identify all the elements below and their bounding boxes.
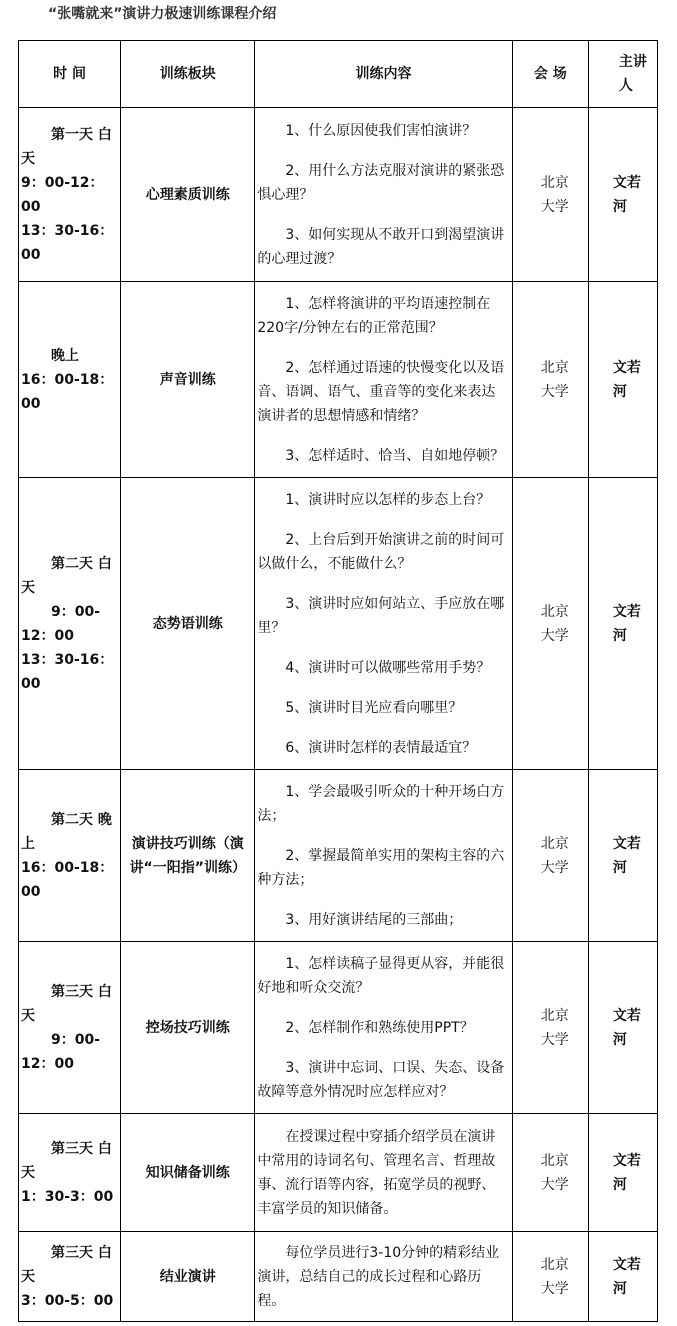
time-cell (19, 478, 121, 770)
content-item: 每位学员进行3-10分钟的精彩结业演讲，总结自己的成长过程和心路历程。 (257, 1244, 500, 1309)
module-cell: 控场技巧训练 (121, 942, 255, 1114)
speaker-cell: 文若河 (588, 282, 657, 478)
table-row (19, 942, 658, 1114)
time-slot: 13：30-16：00 (21, 651, 114, 692)
time-day: 第二天 晚上 (21, 811, 112, 852)
content-item: 1、怎样将演讲的平均语速控制在220字/分钟左右的正常范围？ (257, 295, 491, 336)
time-day: 晚上 (51, 347, 79, 364)
table-row (19, 1232, 658, 1322)
header-venue: 会 场 (512, 41, 588, 108)
content-item: 3、如何实现从不敢开口到渴望演讲的心理过渡？ (257, 226, 505, 267)
header-speaker (588, 41, 657, 108)
module-cell: 结业演讲 (121, 1232, 255, 1322)
content-cell (255, 1232, 512, 1322)
content-item: 在授课过程中穿插介绍学员在演讲中常用的诗词名句、管理名言、哲理故事、流行语等内容，拓宽学员的视野、丰富学员的知识储备。 (257, 1128, 496, 1217)
module-cell: 态势语训练 (121, 478, 255, 770)
venue-cell: 北京大学 (512, 1232, 588, 1322)
time-slot: 16：00-18：00 (21, 859, 114, 900)
time-slot: 9：00-12：00 (21, 174, 104, 215)
content-item: 4、演讲时可以做哪些常用手势？ (285, 659, 491, 676)
content-cell (255, 282, 512, 478)
table-row (19, 108, 658, 282)
speaker-cell: 文若河 (588, 478, 657, 770)
module-cell: 声音训练 (121, 282, 255, 478)
table-row (19, 770, 658, 942)
table-row (19, 282, 658, 478)
time-slot: 9：00-12：00 (21, 1031, 101, 1072)
header-time: 时 间 (19, 41, 121, 108)
venue-cell: 北京大学 (512, 942, 588, 1114)
time-day: 第三天 白天 (21, 983, 112, 1024)
time-day: 第一天 白天 (21, 126, 112, 167)
venue-cell: 北京大学 (512, 108, 588, 282)
speaker-cell: 文若河 (588, 1232, 657, 1322)
time-slot: 13：30-16：00 (21, 222, 114, 263)
content-item: 2、上台后到开始演讲之前的时间可以做什么，不能做什么？ (257, 531, 505, 572)
venue-cell: 北京大学 (512, 478, 588, 770)
module-cell: 演讲技巧训练（演讲“一阳指”训练） (121, 770, 255, 942)
content-item: 3、怎样适时、恰当、自如地停顿？ (285, 447, 505, 464)
content-item: 1、演讲时应以怎样的步态上台？ (285, 491, 491, 508)
header-module: 训练板块 (121, 41, 255, 108)
speaker-cell: 文若河 (588, 1114, 657, 1232)
content-item: 1、学会最吸引听众的十种开场白方法； (257, 783, 505, 824)
page-title: “张嘴就来”演讲力极速训练课程介绍 (48, 6, 277, 22)
time-day: 第三天 白天 (21, 1140, 112, 1181)
header-content: 训练内容 (255, 41, 512, 108)
course-table (18, 40, 658, 1322)
content-item: 1、什么原因使我们害怕演讲？ (285, 122, 477, 139)
content-cell (255, 478, 512, 770)
venue-cell: 北京大学 (512, 770, 588, 942)
content-item: 2、怎样通过语速的快慢变化以及语音、语调、语气、重音等的变化来表达演讲者的思想情感和情绪？ (257, 359, 505, 424)
time-slot: 1：30-3：00 (21, 1188, 114, 1205)
content-cell (255, 108, 512, 282)
module-cell: 心理素质训练 (121, 108, 255, 282)
speaker-cell: 文若河 (588, 942, 657, 1114)
time-cell (19, 1114, 121, 1232)
table-row (19, 1114, 658, 1232)
content-item: 5、演讲时目光应看向哪里？ (285, 699, 463, 716)
time-cell (19, 108, 121, 282)
table-row (19, 478, 658, 770)
time-slot: 3：00-5：00 (21, 1292, 114, 1309)
speaker-cell: 文若河 (588, 770, 657, 942)
time-slot: 9：00-12：00 (21, 603, 101, 644)
venue-cell: 北京大学 (512, 1114, 588, 1232)
header-speaker-line1: 主讲 (618, 54, 647, 70)
content-item: 3、演讲时应如何站立、手应放在哪里？ (257, 595, 505, 636)
time-cell (19, 1232, 121, 1322)
header-row (19, 41, 658, 108)
time-slot: 16：00-18：00 (21, 371, 114, 412)
content-item: 6、演讲时怎样的表情最适宜？ (285, 739, 477, 756)
content-cell (255, 942, 512, 1114)
content-item: 2、用什么方法克服对演讲的紧张恐惧心理？ (257, 162, 505, 203)
time-cell (19, 770, 121, 942)
speaker-cell: 文若河 (588, 108, 657, 282)
content-item: 3、用好演讲结尾的三部曲； (285, 911, 463, 928)
content-item: 1、怎样读稿子显得更从容，并能很好地和听众交流？ (257, 955, 505, 996)
time-cell (19, 282, 121, 478)
content-item: 2、怎样制作和熟练使用PPT？ (285, 1019, 474, 1036)
content-item: 3、演讲中忘词、口误、失态、设备故障等意外情况时应怎样应对？ (257, 1059, 505, 1100)
module-cell: 知识储备训练 (121, 1114, 255, 1232)
content-cell (255, 770, 512, 942)
time-day: 第二天 白天 (21, 555, 112, 596)
content-item: 2、掌握最简单实用的架构主容的六种方法； (257, 847, 505, 888)
time-day: 第三天 白天 (21, 1244, 112, 1285)
time-cell (19, 942, 121, 1114)
content-cell (255, 1114, 512, 1232)
venue-cell: 北京大学 (512, 282, 588, 478)
header-speaker-line2: 人 (618, 78, 633, 94)
